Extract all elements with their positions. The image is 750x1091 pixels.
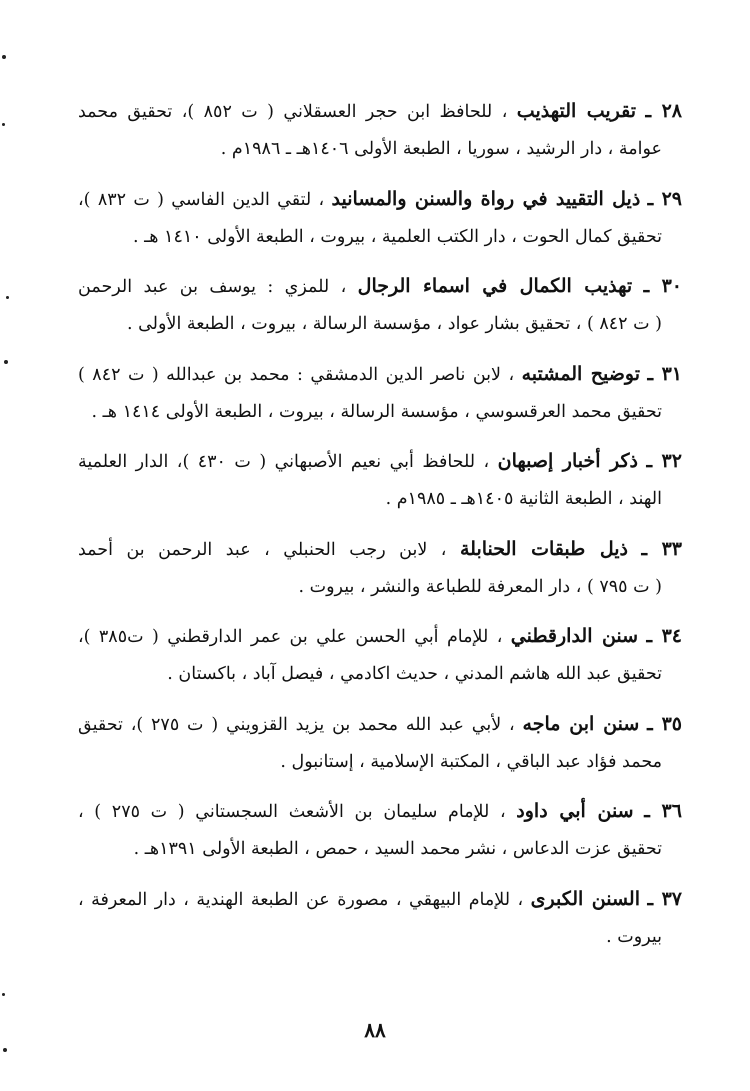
entry-number: ٣١ ـ bbox=[647, 362, 682, 385]
entry-text: ، للحافظ ابن حجر العسقلاني ( ت ٨٥٢ )، تحقيق محمد bbox=[78, 102, 508, 122]
margin-dot bbox=[6, 296, 9, 299]
reference-entry bbox=[78, 180, 682, 268]
entry-title: سنن ابن ماجه bbox=[522, 712, 640, 735]
reference-entry bbox=[78, 92, 682, 180]
entry-text: ، للإمام أبي الحسن علي بن عمر الدارقطني ( ت٣٨٥ )، bbox=[78, 627, 503, 647]
reference-list bbox=[78, 92, 682, 967]
entry-text: ، للحافظ أبي نعيم الأصبهاني ( ت ٤٣٠ )، الدار العلمية bbox=[78, 452, 490, 472]
entry-first-line bbox=[78, 92, 682, 130]
entry-number: ٣٣ ـ bbox=[641, 537, 682, 560]
entry-title: ذكر أخبار إصبهان bbox=[497, 450, 639, 472]
entry-first-line bbox=[78, 267, 682, 305]
entry-title: ذيل طبقات الحنابلة bbox=[459, 537, 628, 560]
entry-first-line bbox=[78, 617, 682, 655]
reference-entry bbox=[78, 355, 682, 443]
entry-title: سنن الدارقطني bbox=[510, 625, 639, 647]
page-number: ٨٨ bbox=[364, 1018, 386, 1042]
entry-text: ، للإمام سليمان بن الأشعث السجستاني ( ت ٢٧٥ ) ، bbox=[78, 802, 506, 822]
entry-title: توضيح المشتبه bbox=[521, 362, 641, 385]
reference-entry bbox=[78, 617, 682, 705]
entry-continuation-line: تحقيق كمال الحوت ، دار الكتب العلمية ، بيروت ، الطبعة الأولى ١٤١٠ هـ . bbox=[133, 226, 662, 247]
margin-dot bbox=[3, 1048, 7, 1052]
margin-dot bbox=[2, 55, 6, 59]
entry-first-line bbox=[78, 705, 682, 743]
entry-first-line bbox=[78, 530, 682, 568]
margin-dot bbox=[2, 993, 5, 996]
entry-text: ، للمزي : يوسف بن عبد الرحمن bbox=[78, 277, 347, 297]
entry-title: السنن الكبرى bbox=[530, 887, 641, 910]
entry-continuation-line: ( ت ٧٩٥ ) ، دار المعرفة للطباعة والنشر ، بيروت . bbox=[298, 576, 662, 597]
entry-first-line bbox=[78, 442, 682, 480]
entry-title: ذيل التقييد في رواة والسنن والمسانيد bbox=[331, 187, 641, 210]
entry-number: ٣٥ ـ bbox=[647, 712, 682, 735]
entry-first-line bbox=[78, 792, 682, 830]
margin-dot bbox=[2, 123, 5, 126]
entry-continuation-line: محمد فؤاد عبد الباقي ، المكتبة الإسلامية ، إستانبول . bbox=[280, 751, 662, 772]
reference-entry bbox=[78, 880, 682, 968]
entry-number: ٣٢ ـ bbox=[646, 450, 682, 472]
entry-continuation-line: الهند ، الطبعة الثانية ١٤٠٥هـ ـ ١٩٨٥م . bbox=[385, 489, 662, 509]
entry-first-line bbox=[78, 180, 682, 218]
entry-continuation-line: ( ت ٨٤٢ ) ، تحقيق بشار عواد ، مؤسسة الرسالة ، بيروت ، الطبعة الأولى . bbox=[126, 314, 662, 334]
entry-number: ٣٤ ـ bbox=[646, 625, 682, 647]
entry-continuation-line: بيروت . bbox=[606, 926, 662, 947]
entry-number: ٢٩ ـ bbox=[647, 187, 682, 210]
entry-continuation-line: عوامة ، دار الرشيد ، سوريا ، الطبعة الأولى ١٤٠٦هـ ـ ١٩٨٦م . bbox=[220, 139, 662, 159]
entry-title: تقريب التهذيب bbox=[516, 100, 637, 122]
entry-continuation-line: تحقيق عبد الله هاشم المدني ، حديث اكادمي ، فيصل آباد ، باكستان . bbox=[167, 664, 662, 684]
reference-entry bbox=[78, 792, 682, 880]
entry-number: ٢٨ ـ bbox=[645, 100, 682, 122]
reference-entry bbox=[78, 530, 682, 618]
entry-text: ، للإمام البيهقي ، مصورة عن الطبعة الهندية ، دار المعرفة ، bbox=[78, 889, 524, 910]
entry-continuation-line: تحقيق عزت الدعاس ، نشر محمد السيد ، حمص ، الطبعة الأولى ١٣٩١هـ . bbox=[133, 839, 662, 859]
entry-first-line bbox=[78, 880, 682, 918]
entry-text: ، لتقي الدين الفاسي ( ت ٨٣٢ )، bbox=[78, 189, 325, 210]
entry-number: ٣٧ ـ bbox=[647, 887, 682, 910]
reference-entry bbox=[78, 442, 682, 530]
entry-number: ٣٠ ـ bbox=[643, 275, 682, 297]
entry-text: ، لابن ناصر الدين الدمشقي : محمد بن عبدالله ( ت ٨٤٢ ) bbox=[78, 364, 515, 385]
entry-text: ، لأبي عبد الله محمد بن يزيد القزويني ( ت ٢٧٥ )، تحقيق bbox=[78, 714, 515, 735]
entry-title: سنن أبي داود bbox=[516, 800, 634, 822]
reference-entry bbox=[78, 267, 682, 355]
entry-title: تهذيب الكمال في اسماء الرجال bbox=[357, 275, 633, 297]
entry-first-line bbox=[78, 355, 682, 393]
entry-text: ، لابن رجب الحنبلي ، عبد الرحمن بن أحمد bbox=[78, 539, 447, 560]
reference-entry bbox=[78, 705, 682, 793]
entry-number: ٣٦ ـ bbox=[644, 800, 682, 822]
margin-dot bbox=[4, 360, 8, 364]
entry-continuation-line: تحقيق محمد العرقسوسي ، مؤسسة الرسالة ، بيروت ، الطبعة الأولى ١٤١٤ هـ . bbox=[91, 401, 662, 422]
